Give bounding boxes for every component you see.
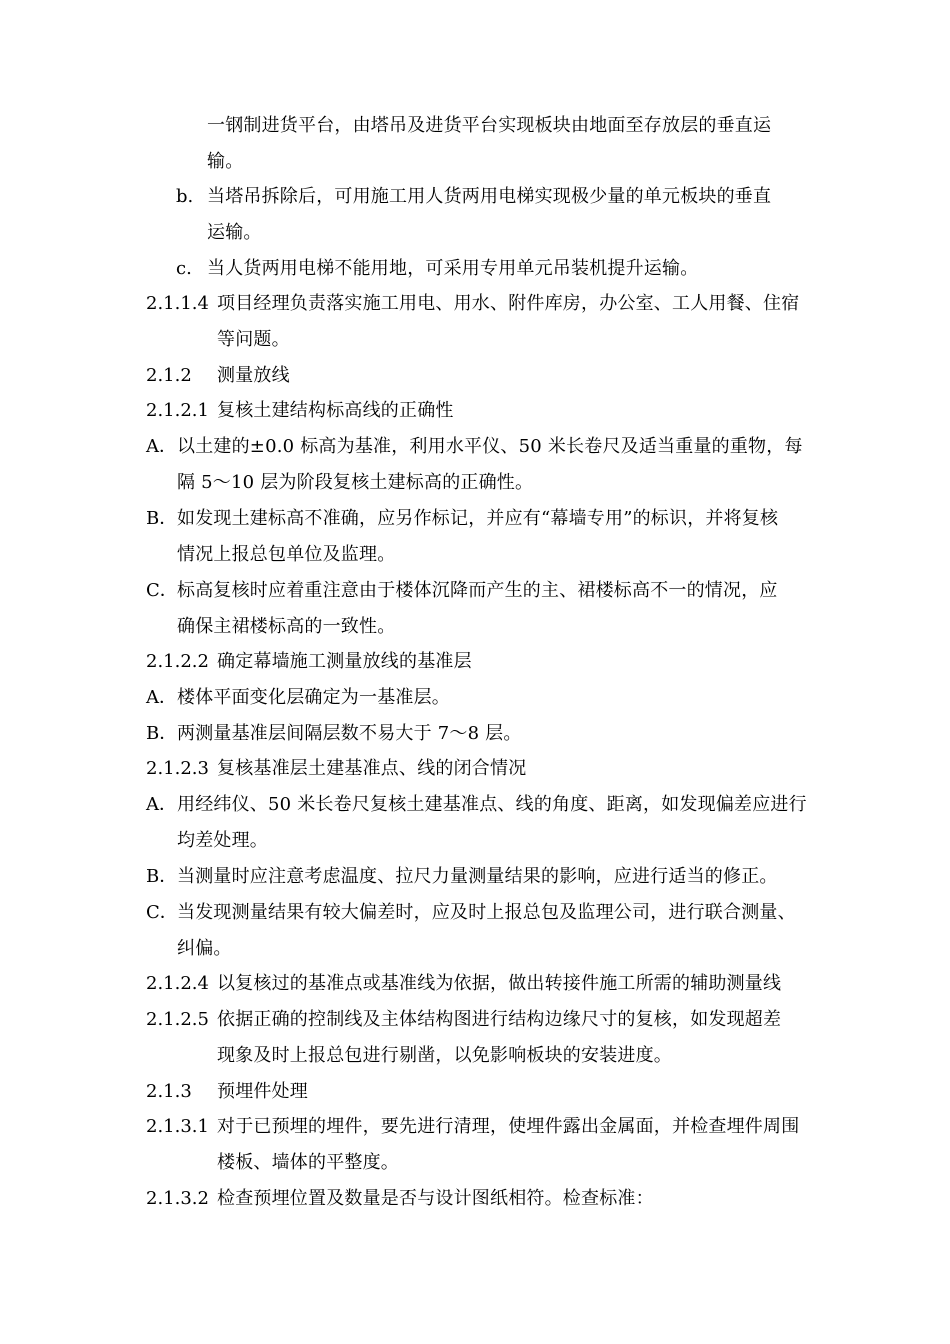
text-line: 如发现土建标高不准确，应另作标记，并应有“幕墙专用”的标识，并将复核 bbox=[177, 508, 779, 529]
item-number: B． bbox=[146, 866, 178, 887]
text-line: 项目经理负责落实施工用电、用水、附件库房，办公室、工人用餐、住宿 bbox=[217, 293, 800, 314]
section-heading: 复核基准层土建基准点、线的闭合情况 bbox=[217, 758, 527, 779]
section-number: 2.1.2.5 bbox=[146, 1009, 209, 1030]
item-number: C． bbox=[146, 580, 178, 601]
section-number: 2.1.2.3 bbox=[146, 758, 209, 779]
item-number: A． bbox=[146, 794, 177, 815]
item-number: A． bbox=[146, 436, 177, 457]
section-number: 2.1.3 bbox=[146, 1081, 192, 1102]
text-line: 现象及时上报总包进行剔凿，以免影响板块的安装进度。 bbox=[217, 1045, 672, 1066]
section-number: 2.1.3.1 bbox=[146, 1116, 209, 1137]
section-number: 2.1.1.4 bbox=[146, 293, 209, 314]
item-number: C． bbox=[146, 902, 178, 923]
text-line: 隔 5～10 层为阶段复核土建标高的正确性。 bbox=[177, 472, 534, 493]
text-line: 当塔吊拆除后，可用施工用人货两用电梯实现极少量的单元板块的垂直 bbox=[207, 186, 772, 207]
text-line: 一钢制进货平台，由塔吊及进货平台实现板块由地面至存放层的垂直运 bbox=[207, 115, 772, 136]
text-line: 纠偏。 bbox=[177, 938, 232, 959]
text-line: 依据正确的控制线及主体结构图进行结构边缘尺寸的复核，如发现超差 bbox=[217, 1009, 782, 1030]
item-number: A． bbox=[146, 687, 177, 708]
text-line: 输。 bbox=[207, 151, 244, 172]
text-line: 确保主裙楼标高的一致性。 bbox=[177, 616, 396, 637]
section-number: 2.1.3.2 bbox=[146, 1188, 209, 1209]
item-number: c. bbox=[176, 258, 192, 279]
text-line: 当测量时应注意考虑温度、拉尺力量测量结果的影响，应进行适当的修正。 bbox=[177, 866, 778, 887]
section-number: 2.1.2.2 bbox=[146, 651, 209, 672]
text-line: 等问题。 bbox=[217, 329, 290, 350]
text-line: 当人货两用电梯不能用地，可采用专用单元吊装机提升运输。 bbox=[207, 258, 699, 279]
text-line: 对于已预埋的埋件，要先进行清理，使埋件露出金属面，并检查埋件周围 bbox=[217, 1116, 800, 1137]
text-line: 当发现测量结果有较大偏差时，应及时上报总包及监理公司，进行联合测量、 bbox=[177, 902, 796, 923]
text-line: 楼体平面变化层确定为一基准层。 bbox=[177, 687, 450, 708]
text-line: 两测量基准层间隔层数不易大于 7～8 层。 bbox=[177, 723, 522, 744]
section-number: 2.1.2 bbox=[146, 365, 192, 386]
section-number: 2.1.2.4 bbox=[146, 973, 209, 994]
text-line: 以复核过的基准点或基准线为依据，做出转接件施工所需的辅助测量线 bbox=[217, 973, 782, 994]
text-line: 标高复核时应着重注意由于楼体沉降而产生的主、裙楼标高不一的情况，应 bbox=[177, 580, 778, 601]
item-number: b. bbox=[176, 186, 194, 207]
item-number: B． bbox=[146, 508, 178, 529]
item-number: B． bbox=[146, 723, 178, 744]
text-line: 检查预埋位置及数量是否与设计图纸相符。检查标准： bbox=[217, 1188, 654, 1209]
text-line: 用经纬仪、50 米长卷尺复核土建基准点、线的角度、距离，如发现偏差应进行 bbox=[177, 794, 807, 815]
text-line: 楼板、墙体的平整度。 bbox=[217, 1152, 399, 1173]
section-heading: 确定幕墙施工测量放线的基准层 bbox=[217, 651, 472, 672]
section-heading: 测量放线 bbox=[217, 365, 290, 386]
text-line: 运输。 bbox=[207, 222, 262, 243]
section-number: 2.1.2.1 bbox=[146, 400, 209, 421]
text-line: 情况上报总包单位及监理。 bbox=[177, 544, 396, 565]
section-heading: 预埋件处理 bbox=[217, 1081, 308, 1102]
text-line: 均差处理。 bbox=[177, 830, 268, 851]
text-line: 以土建的±0.0 标高为基准，利用水平仪、50 米长卷尺及适当重量的重物，每 bbox=[177, 436, 803, 457]
section-heading: 复核土建结构标高线的正确性 bbox=[217, 400, 454, 421]
